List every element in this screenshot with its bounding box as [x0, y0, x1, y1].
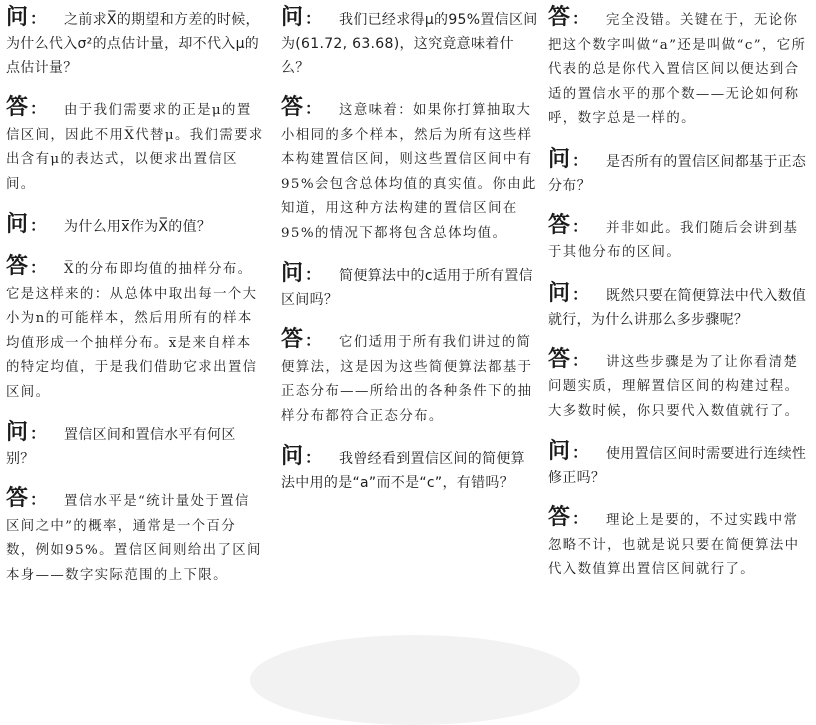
- qa-answer: 答 ： 由于我们需要求的正是μ的置信区间，因此不用X̅代替μ。我们需要求出含有μ的表达式，以便求出置信区间。: [6, 95, 264, 192]
- qa-question: 问 ： 简便算法中的c适用于所有置信区间吗？: [281, 261, 533, 308]
- qa-question: 问 ： 我曾经看到置信区间的简便算法中用的是“a”而不是“c”，有错吗？: [281, 444, 525, 491]
- question-text: 我曾经看到置信区间的简便算法中用的是“a”而不是“c”，有错吗？: [281, 451, 525, 491]
- answer-text: X̅的分布即均值的抽样分布。它是这样来的：从总体中取出每一个大小为n的可能样本，然后用所有的样本均值形成一个抽样分布。x̅是来自样本的特定均值，于是我们借助它求出置信区间。: [6, 262, 258, 400]
- qa-answer: 答 ： 这意味着：如果你打算抽取大小相同的多个样本，然后为所有这些样本构建置信区间，则这些置信区间中有95%会包含总体均值的真实值。你由此知道，用这种方法构建的置信区间在95%的情况下都将包含总体均值。: [281, 95, 537, 241]
- answer-text: 讲这些步骤是为了让你看清楚问题实质，理解置信区间的构建过程。大多数时候，你只要代入数值就行了。: [548, 354, 800, 419]
- question-text: 我们已经求得μ的95%置信区间为(61.72, 63.68)，这究竟意味着什么？: [281, 12, 538, 76]
- qa-question: 问 ： 置信区间和置信水平有何区别？: [6, 420, 236, 467]
- question-mark-label: 问: [6, 212, 29, 237]
- answer-mark-label: 答: [281, 95, 304, 120]
- answer-text: 由于我们需要求的正是μ的置信区间，因此不用X̅代替μ。我们需要求出含有μ的表达式，以便求出置信区间。: [6, 103, 264, 192]
- qa-answer: 答 ： X̅的分布即均值的抽样分布。它是这样来的：从总体中取出每一个大小为n的可能样本，然后用所有的样本均值形成一个抽样分布。x̅是来自样本的特定均值，于是我们借助它求出置信区间。: [6, 254, 258, 400]
- question-text: 既然只要在简便算法中代入数值就行，为什么讲那么多步骤呢？: [548, 287, 807, 328]
- question-mark-label: 问: [6, 420, 29, 445]
- question-mark-label: 问: [548, 280, 571, 306]
- qa-question: 问 ： 既然只要在简便算法中代入数值就行，为什么讲那么多步骤呢？: [548, 280, 807, 328]
- qa-answer: 答 ： 理论上是要的，不过实践中常忽略不计，也就是说只要在简便算法中代入数值算出置信区间就行了。: [548, 505, 800, 577]
- question-text: 使用置信区间时需要进行连续性修正吗？: [548, 446, 807, 486]
- question-text: 置信区间和置信水平有何区别？: [6, 427, 236, 467]
- answer-mark-label: 答: [6, 486, 29, 511]
- question-text: 简便算法中的c适用于所有置信区间吗？: [281, 268, 533, 308]
- question-mark-label: 问: [548, 439, 571, 464]
- answer-mark-label: 答: [6, 254, 29, 279]
- question-mark-label: 问: [281, 444, 304, 469]
- column-3: [548, 6, 808, 599]
- answer-mark-label: 答: [548, 212, 571, 238]
- qa-question: 问 ： 之前求X̅的期望和方差的时候，为什么代入σ²的点估计量，却不代入μ的点估计量？: [6, 5, 260, 76]
- qa-answer: 答 ： 并非如此。我们随后会讲到基于其他分布的区间。: [548, 212, 799, 260]
- answer-text: 这意味着：如果你打算抽取大小相同的多个样本，然后为所有这些样本构建置信区间，则这些置信区间中有95%会包含总体均值的真实值。你由此知道，用这种方法构建的置信区间在95%的情况下都将包含总体均值。: [281, 103, 537, 241]
- answer-text: 完全没错。关键在于，无论你把这个数字叫做“a”还是叫做“c”，它所代表的总是你代入置信区间以便达到合适的置信水平的那个数——无论如何称呼，数字总是一样的。: [548, 13, 807, 126]
- answer-text: 置信水平是“统计量处于置信区间之中”的概率，通常是一个百分数，例如95%。置信区间则给出了区间本身——数字实际范围的上下限。: [6, 494, 262, 583]
- background-swirl: [250, 635, 580, 725]
- qa-answer: 答 ： 完全没错。关键在于，无论你把这个数字叫做“a”还是叫做“c”，它所代表的总是你代入置信区间以便达到合适的置信水平的那个数——无论如何称呼，数字总是一样的。: [548, 5, 807, 126]
- question-text: 为什么用x̅作为X̅的值？: [64, 219, 212, 235]
- answer-mark-label: 答: [548, 346, 571, 372]
- qa-answer: 答 ： 它们适用于所有我们讲过的简便算法，这是因为这些简便算法都基于正态分布——所给出的各种条件下的抽样分布都符合正态分布。: [281, 327, 533, 424]
- column-2: [281, 6, 539, 511]
- answer-text: 理论上是要的，不过实践中常忽略不计，也就是说只要在简便算法中代入数值算出置信区间就行了。: [548, 513, 800, 577]
- qa-answer: 答 ： 置信水平是“统计量处于置信区间之中”的概率，通常是一个百分数，例如95%。置信区间则给出了区间本身——数字实际范围的上下限。: [6, 486, 262, 583]
- question-mark-label: 问: [6, 5, 29, 30]
- question-mark-label: 问: [281, 261, 304, 286]
- qa-question: 问 ： 使用置信区间时需要进行连续性修正吗？: [548, 439, 807, 486]
- answer-mark-label: 答: [281, 327, 304, 352]
- answer-mark-label: 答: [548, 505, 571, 530]
- question-mark-label: 问: [281, 5, 304, 30]
- answer-text: 并非如此。我们随后会讲到基于其他分布的区间。: [548, 220, 799, 260]
- question-mark-label: 问: [548, 146, 571, 172]
- answer-mark-label: 答: [548, 5, 571, 30]
- answer-mark-label: 答: [6, 95, 29, 120]
- question-text: 之前求X̅的期望和方差的时候，为什么代入σ²的点估计量，却不代入μ的点估计量？: [6, 12, 260, 76]
- column-1: [6, 6, 264, 604]
- qa-question: 问 ： 为什么用x̅作为X̅的值？: [6, 212, 212, 237]
- qa-question: 问 ： 是否所有的置信区间都基于正态分布？: [548, 146, 807, 194]
- qa-question: 问 ： 我们已经求得μ的95%置信区间为(61.72, 63.68)，这究竟意味着什么？: [281, 5, 538, 76]
- qa-answer: 答 ： 讲这些步骤是为了让你看清楚问题实质，理解置信区间的构建过程。大多数时候，你只要代入数值就行了。: [548, 346, 800, 419]
- question-text: 是否所有的置信区间都基于正态分布？: [548, 153, 807, 194]
- answer-text: 它们适用于所有我们讲过的简便算法，这是因为这些简便算法都基于正态分布——所给出的各种条件下的抽样分布都符合正态分布。: [281, 335, 533, 424]
